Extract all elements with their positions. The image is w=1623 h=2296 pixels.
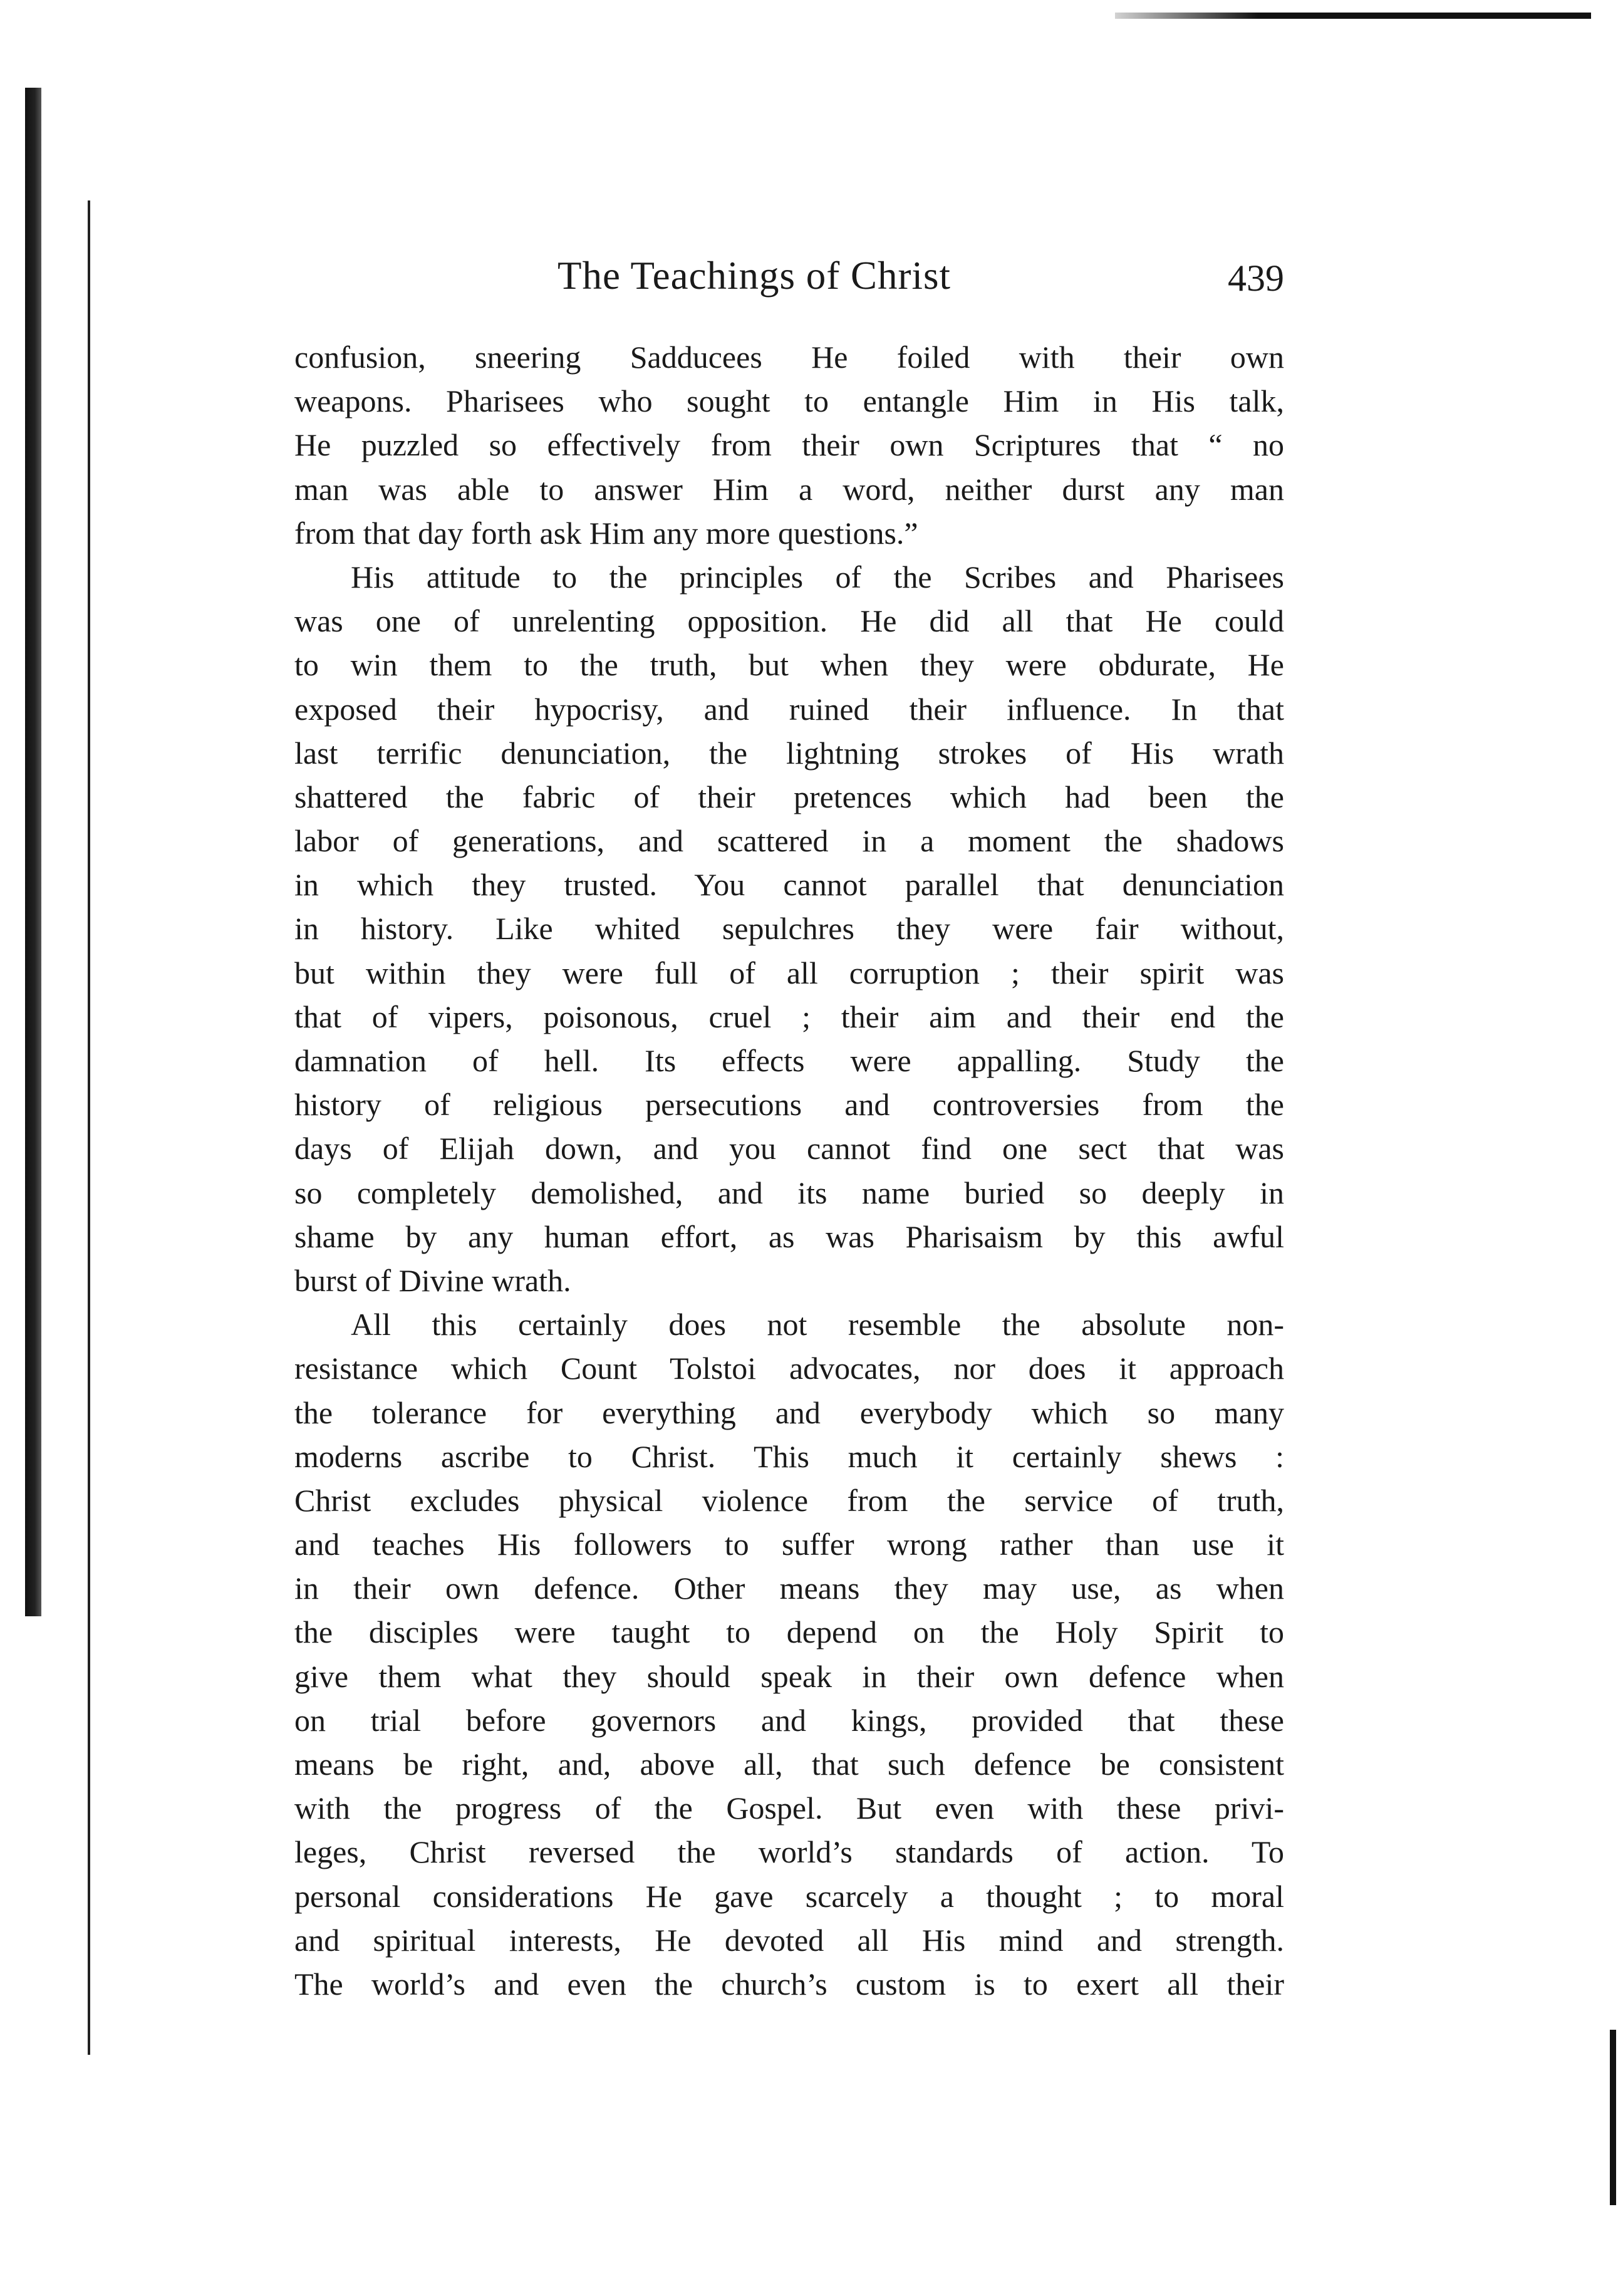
text-line: burst of Divine wrath. [294, 1262, 571, 1298]
text-line: confusion, sneering Sadducees He foiled with their own [294, 340, 1284, 375]
text-line: resistance which Count Tolstoi advocates, nor does it approach [294, 1351, 1284, 1386]
scan-edge-left [25, 88, 41, 1616]
text-line: in history. Like whited sepulchres they were fair without, [294, 911, 1284, 947]
body-text [294, 335, 1284, 2006]
text-line: Christ excludes physical violence from the service of truth, [294, 1482, 1284, 1518]
scan-rule-top [1115, 13, 1591, 19]
text-line: All this certainly does not resemble the absolute non- [351, 1307, 1284, 1343]
text-line: on trial before governors and kings, provided that these [294, 1702, 1284, 1738]
text-line: His attitude to the principles of the Scribes and Pharisees [351, 559, 1284, 595]
text-line: the tolerance for everything and everybody which so many [294, 1395, 1284, 1430]
text-line: labor of generations, and scattered in a moment the shadows [294, 823, 1284, 859]
text-line: weapons. Pharisees who sought to entangle Him in His talk, [294, 383, 1284, 419]
text-line: last terrific denunciation, the lightning strokes of His wrath [294, 735, 1284, 771]
text-line: damnation of hell. Its effects were appalling. Study the [294, 1043, 1284, 1078]
text-line: but within they were full of all corruption ; their spirit was [294, 955, 1284, 990]
text-line: days of Elijah down, and you cannot find one sect that was [294, 1131, 1284, 1166]
text-line: the disciples were taught to depend on the Holy Spirit to [294, 1614, 1284, 1650]
text-line: shame by any human effort, as was Pharisaism by this awful [294, 1218, 1284, 1254]
running-title: The Teachings of Christ [557, 254, 952, 298]
text-line: leges, Christ reversed the world’s standards of action. To [294, 1834, 1284, 1870]
page-header [294, 253, 1284, 309]
text-line: He puzzled so effectively from their own Scriptures that “ no [294, 427, 1284, 463]
text-line: moderns ascribe to Christ. This much it certainly shews : [294, 1438, 1284, 1474]
text-line: and spiritual interests, He devoted all His mind and strength. [294, 1922, 1284, 1958]
text-line: give them what they should speak in their own defence when [294, 1658, 1284, 1694]
text-line: man was able to answer Him a word, neither durst any man [294, 471, 1284, 507]
text-line: means be right, and, above all, that such defence be consistent [294, 1747, 1284, 1782]
text-line: that of vipers, poisonous, cruel ; their aim and their end the [294, 999, 1284, 1034]
scan-edge-line [88, 200, 90, 2055]
text-line: shattered the fabric of their pretences which had been the [294, 779, 1284, 814]
text-line: The world’s and even the church’s custom is to exert all their [294, 1966, 1284, 2002]
scan-mark-right [1610, 2030, 1616, 2205]
text-line: with the progress of the Gospel. But even with these privi- [294, 1790, 1284, 1826]
text-line: personal considerations He gave scarcely a thought ; to moral [294, 1878, 1284, 1914]
page-number: 439 [1228, 257, 1284, 299]
text-line: from that day forth ask Him any more questions.” [294, 515, 918, 551]
text-line: and teaches His followers to suffer wrong rather than use it [294, 1527, 1284, 1562]
text-line: in which they trusted. You cannot parallel that denunciation [294, 867, 1284, 903]
text-line: exposed their hypocrisy, and ruined their influence. In that [294, 691, 1284, 727]
text-line: history of religious persecutions and controversies from the [294, 1087, 1284, 1123]
text-line: in their own defence. Other means they may use, as when [294, 1571, 1284, 1606]
text-line: so completely demolished, and its name buried so deeply in [294, 1175, 1284, 1210]
text-line: to win them to the truth, but when they were obdurate, He [294, 647, 1284, 683]
text-line: was one of unrelenting opposition. He did all that He could [294, 603, 1284, 639]
